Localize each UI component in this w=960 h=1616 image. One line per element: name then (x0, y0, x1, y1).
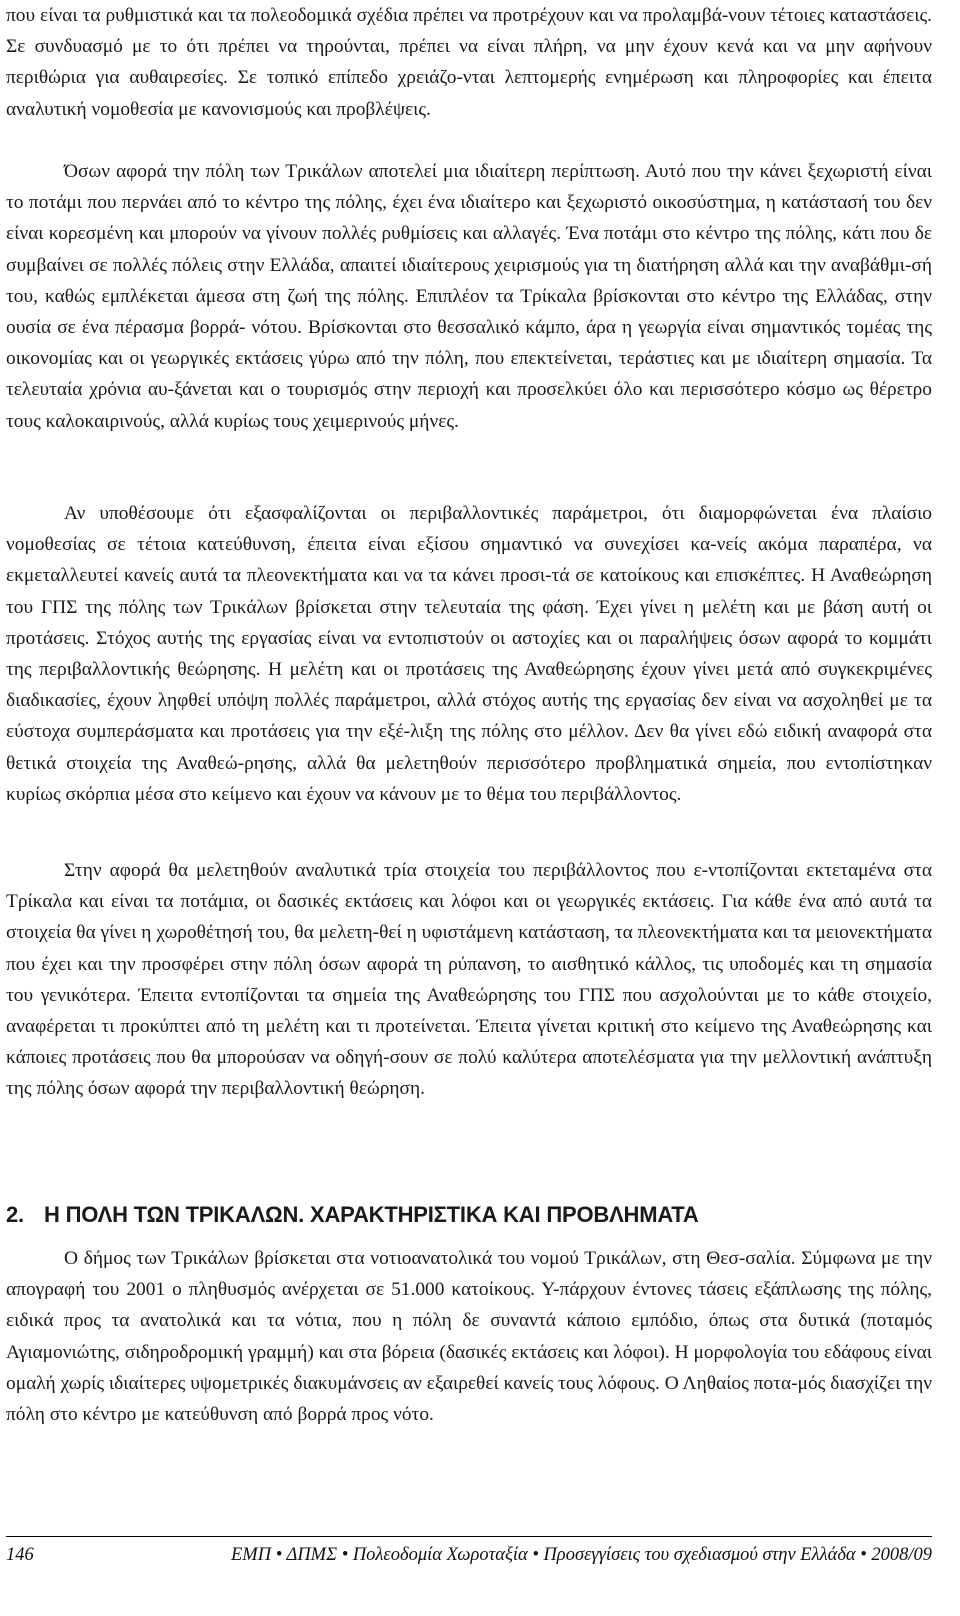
section-title: Η ΠΟΛΗ ΤΩΝ ΤΡΙΚΑΛΩΝ. ΧΑΡΑΚΤΗΡΙΣΤΙΚΑ ΚΑΙ ΠΡΟΒΛΗΜΑΤΑ (44, 1202, 699, 1227)
paragraph-3: Αν υποθέσουμε ότι εξασφαλίζονται οι περιβαλλοντικές παράμετροι, ότι διαμορφώνεται ένα πλαίσιο νομοθεσίας σε τέτοια κατεύθυνση, έπειτα είναι εξίσου σημαντικό να συνεχίσει κα-νείς ακόμα παραπέρα, να εκμεταλλευτεί κανείς αυτά τα πλεονεκτήματα και να τα κάνει προσι-τά σε κατοίκους και επισκέπτες. Η Αναθεώρηση του ΓΠΣ της πόλης των Τρικάλων βρίσκεται στην τελευταία της φάση. Έχει γίνει η μελέτη και με βάση αυτή οι προτάσεις. Στόχος αυτής της εργασίας είναι να εντοπιστούν οι αστοχίες και οι παραλήψεις όσων αφορά το κομμάτι της περιβαλλοντικής θεώρησης. Η μελέτη και οι προτάσεις της Αναθεώρησης έχουν γίνει μετά από συγκεκριμένες διαδικασίες, έχουν ληφθεί υπόψη πολλές παράμετροι, αλλά στόχος αυτής της εργασίας δεν είναι να ασχοληθεί με τα εύστοχα συμπεράσματα και προτάσεις για την εξέ-λιξη της πόλης στο μέλλον. Δεν θα γίνει εδώ ειδική αναφορά στα θετικά στοιχεία της Αναθεώ-ρησης, αλλά θα μελετηθούν περισσότερο προβληματικά σημεία, που εντοπίστηκαν κυρίως σκόρπια μέσα στο κείμενο και έχουν να κάνουν με το θέμα του περιβάλλοντος. (6, 503, 932, 805)
section-number: 2. (6, 1202, 24, 1227)
paragraph-4: Στην αφορά θα μελετηθούν αναλυτικά τρία στοιχεία του περιβάλλοντος που ε-ντοπίζονται εκτεταμένα στα Τρίκαλα και είναι τα ποτάμια, οι δασικές εκτάσεις και λόφοι και οι γεωργικές εκτάσεις. Για κάθε ένα από αυτά τα στοιχεία θα γίνει η χωροθέτησή του, θα μελετη-θεί η υφιστάμενη κατάσταση, τα πλεονεκτήματα και τα μειονεκτήματα που έχει και την προσφέρει στην πόλη όσων αφορά τη ρύπανση, το αισθητικό κάλλος, τις υποδομές και τη σημασία του γενικότερα. Έπειτα εντοπίζονται τα σημεία της Αναθεώρησης του ΓΠΣ που ασχολούνται με το κάθε στοιχείο, αναφέρεται τι προκύπτει από τη μελέτη και τι προτείνεται. Έπειτα γίνεται κριτική στο κείμενο της Αναθεώρησης και κάποιες προτάσεις που θα μπορούσαν να οδηγή-σουν σε πολύ καλύτερα αποτελέσματα για την μελλοντική ανάπτυξη της πόλης όσων αφορά την περιβαλλοντική θεώρηση. (6, 860, 932, 1100)
paragraph-1: που είναι τα ρυθμιστικά και τα πολεοδομικά σχέδια πρέπει να προτρέχουν και να προλαμβά-νουν τέτοιες καταστάσεις. Σε συνδυασμό με το ότι πρέπει να τηρούνται, πρέπει να είναι πλήρη, να μην έχουν κενά και να μην αφήνουν περιθώρια για αυθαιρεσίες. Σε τοπικό επίπεδο χρειάζο-νται λεπτομερής ενημέρωση και πληροφορίες και έπειτα αναλυτική νομοθεσία με κανονισμούς και προβλέψεις. (6, 5, 932, 120)
running-title: ΕΜΠ • ΔΠΜΣ • Πολεοδομία Χωροταξία • Προσεγγίσεις του σχεδιασμού στην Ελλάδα • 2008/09 (231, 1545, 932, 1565)
paragraph-5: Ο δήμος των Τρικάλων βρίσκεται στα νοτιοανατολικά του νομού Τρικάλων, στη Θεσ-σαλία. Σύμφωνα με την απογραφή του 2001 ο πληθυσμός ανέρχεται σε 51.000 κατοίκους. Υ-πάρχουν έντονες τάσεις εξάπλωσης της πόλης, ειδικά προς τα ανατολικά και τα νότια, που η πόλη δε συναντά κάποιο εμπόδιο, όπως στα δυτικά (ποταμός Αγιαμονιώτης, σιδηροδρομική γραμμή) και στα βόρεια (δασικές εκτάσεις και λόφοι). Η μορφολογία του εδάφους είναι ομαλή χωρίς ιδιαίτερες υψομετρικές διακυμάνσεις αν εξαιρεθεί κανείς τους λόφους. Ο Ληθαίος ποτα-μός διασχίζει την πόλη στο κέντρο με κατεύθυνση από βορρά προς νότο. (6, 1248, 932, 1426)
page-footer (6, 1540, 932, 1570)
section-heading (6, 1197, 932, 1233)
paragraph-2: Όσων αφορά την πόλη των Τρικάλων αποτελεί μια ιδιαίτερη περίπτωση. Αυτό που την κάνει ξεχωριστή είναι το ποτάμι που περνάει από το κέντρο της πόλης, έχει ένα ιδιαίτερο και ξεχωριστό οικοσύστημα, η κατάστασή του δεν είναι κορεσμένη και μπορούν να γίνουν πολλές ρυθμίσεις και αλλαγές. Ένα ποτάμι στο κέντρο της πόλης, κάτι που δε συμβαίνει σε πολλές πόλεις στην Ελλάδα, απαιτεί ιδιαίτερους χειρισμούς για τη διατήρηση αλλά και την αναβάθμι-σή του, καθώς εμπλέκεται άμεσα στη ζωή της πόλης. Επιπλέον τα Τρίκαλα βρίσκονται στο κέντρο της Ελλάδας, στην ουσία σε ένα πέρασμα βορρά- νότου. Βρίσκονται στο θεσσαλικό κάμπο, άρα η γεωργία είναι σημαντικός τομέας της οικονομίας και οι γεωργικές εκτάσεις γύρω από την πόλη, που επεκτείνεται, τεράστιες και με ιδιαίτερη σημασία. Τα τελευταία χρόνια αυ-ξάνεται και ο τουρισμός στην περιοχή και προσελκύει όλο και περισσότερο κόσμο ως θέρετρο τους καλοκαιρινούς, αλλά κυρίως τους χειμερινούς μήνες. (6, 161, 932, 432)
footer-divider (6, 1536, 932, 1537)
page-number: 146 (6, 1545, 34, 1565)
